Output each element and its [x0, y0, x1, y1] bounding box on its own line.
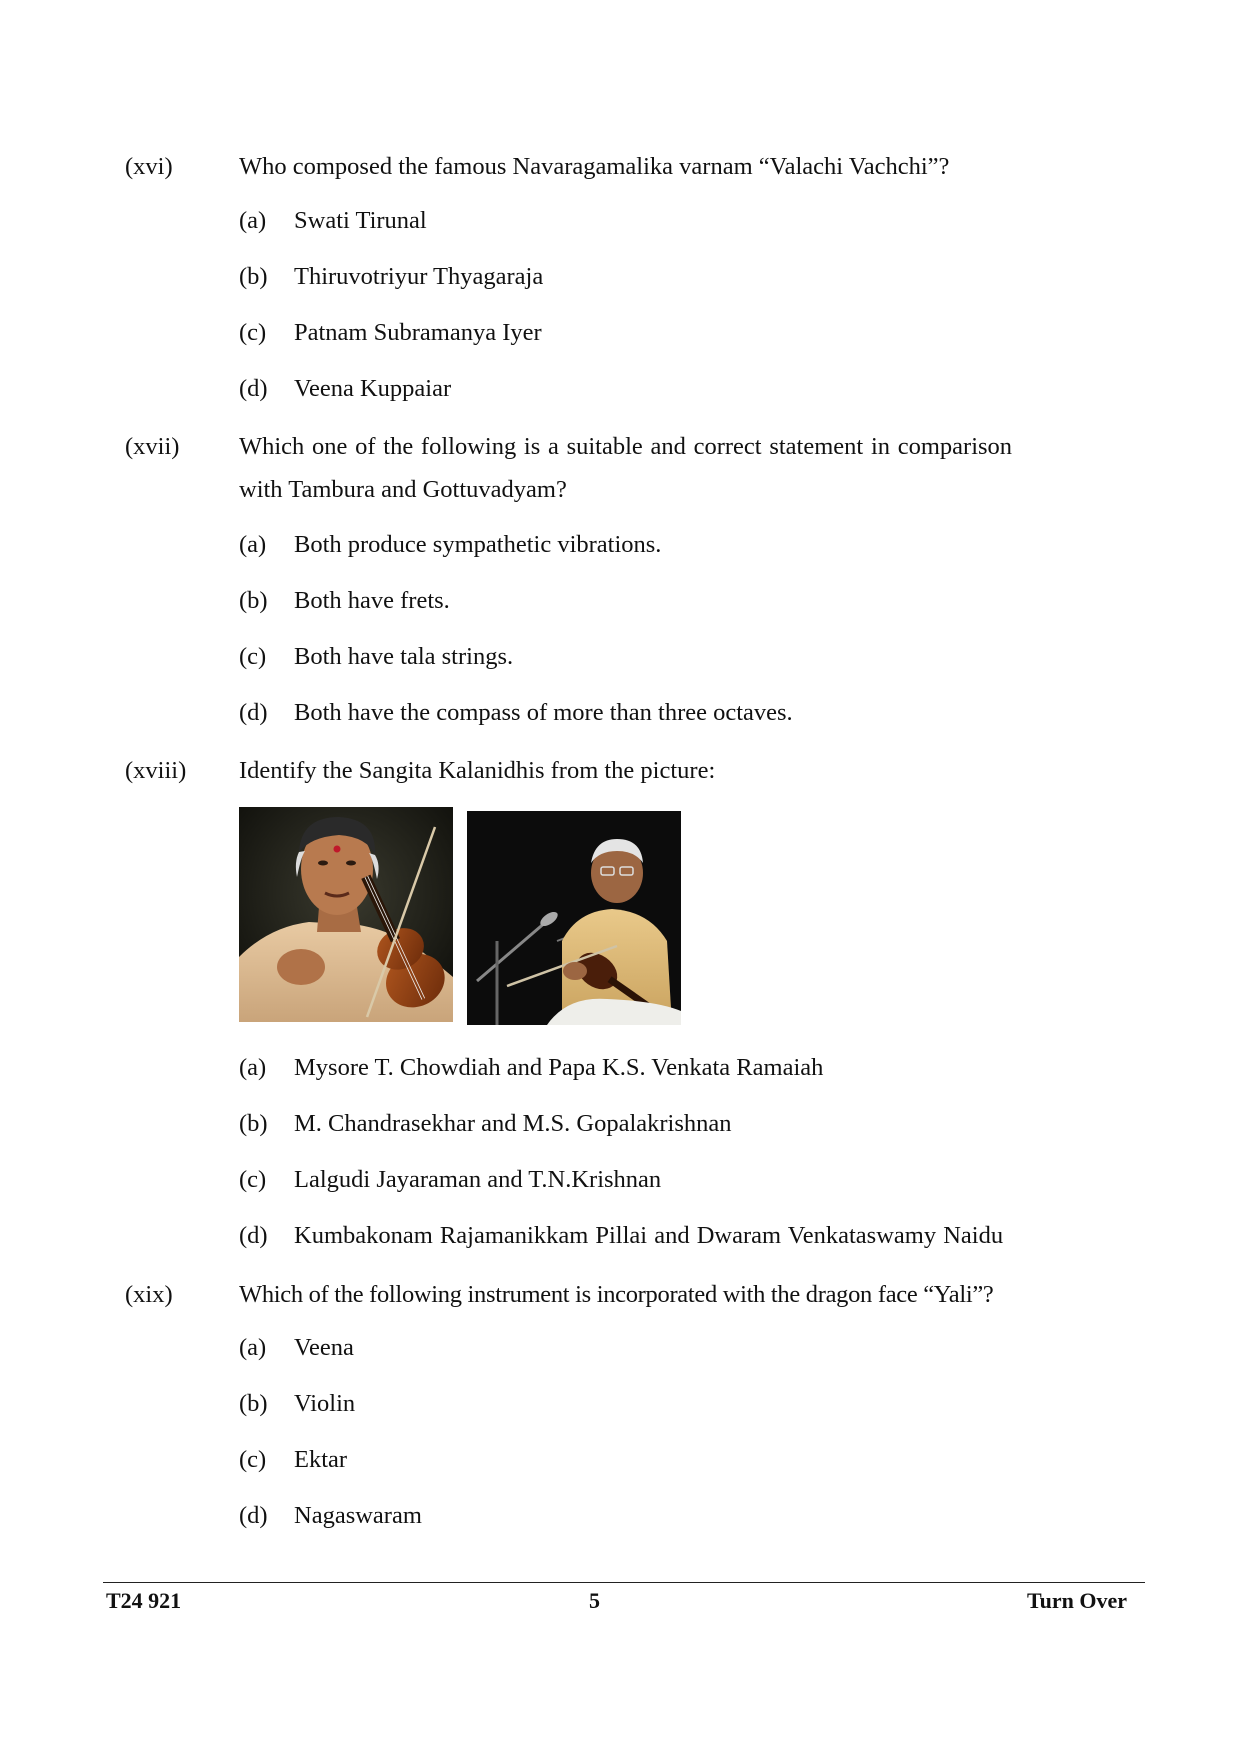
question-number: (xviii) [125, 757, 187, 784]
question-number: (xix) [125, 1281, 173, 1308]
option-text: Both have the compass of more than three octaves. [294, 699, 793, 726]
option-text: Swati Tirunal [294, 207, 427, 234]
option-d [239, 1501, 422, 1531]
option-letter: (b) [239, 1390, 268, 1417]
option-b [239, 586, 450, 616]
option-text: M. Chandrasekhar and M.S. Gopalakrishnan [294, 1110, 732, 1137]
page-number: 5 [589, 1588, 600, 1613]
option-d [239, 698, 793, 728]
option-a [239, 1053, 823, 1083]
option-letter: (a) [239, 1334, 267, 1361]
question-number: (xvii) [125, 433, 180, 460]
option-text: Veena Kuppaiar [294, 375, 452, 402]
option-letter: (b) [239, 587, 268, 614]
option-letter: (c) [239, 643, 267, 670]
footer-code: T24 921 [106, 1588, 182, 1613]
photo-violinist-2 [467, 811, 681, 1025]
option-text: Nagaswaram [294, 1502, 422, 1529]
question-text: Who composed the famous Navaragamalika varnam “Valachi Vachchi”? [239, 153, 950, 180]
footer-divider [103, 1582, 1145, 1583]
option-a [239, 206, 427, 236]
photo-violinist-1 [239, 807, 453, 1022]
option-letter: (d) [239, 1502, 268, 1529]
option-text: Veena [294, 1334, 354, 1361]
option-c [239, 318, 542, 348]
option-a [239, 530, 661, 560]
option-letter: (b) [239, 263, 268, 290]
option-c [239, 642, 513, 672]
option-d [239, 374, 451, 404]
option-text: Ektar [294, 1446, 348, 1473]
option-b [239, 1389, 355, 1419]
option-letter: (a) [239, 207, 267, 234]
option-letter: (d) [239, 375, 268, 402]
option-letter: (b) [239, 1110, 268, 1137]
option-b [239, 1109, 732, 1139]
question-number: (xvi) [125, 153, 173, 180]
option-letter: (c) [239, 1166, 267, 1193]
option-letter: (c) [239, 1446, 267, 1473]
option-text: Thiruvotriyur Thyagaraja [294, 263, 544, 290]
option-letter: (c) [239, 319, 267, 346]
option-text: Violin [294, 1390, 356, 1417]
option-text: Kumbakonam Rajamanikkam Pillai and Dwaram Venkataswamy Naidu [294, 1222, 1004, 1249]
option-text: Patnam Subramanya Iyer [294, 319, 542, 346]
option-d [239, 1221, 1003, 1251]
question-text-line2: with Tambura and Gottuvadyam? [239, 476, 567, 503]
question-text-line1: Which one of the following is a suitable and correct statement in comparison [239, 433, 1013, 460]
option-b [239, 262, 543, 292]
option-text: Both produce sympathetic vibrations. [294, 531, 662, 558]
option-a [239, 1333, 354, 1363]
option-text: Both have frets. [294, 587, 450, 614]
option-c [239, 1165, 661, 1195]
option-text: Both have tala strings. [294, 643, 514, 670]
option-letter: (a) [239, 1054, 267, 1081]
option-text: Lalgudi Jayaraman and T.N.Krishnan [294, 1166, 662, 1193]
option-letter: (a) [239, 531, 267, 558]
stage-violin-image [467, 811, 681, 1025]
option-letter: (d) [239, 699, 268, 726]
question-text: Identify the Sangita Kalanidhis from the picture: [239, 757, 716, 784]
question-text: Which of the following instrument is incorporated with the dragon face “Yali”? [239, 1281, 994, 1308]
turn-over-label: Turn Over [1027, 1588, 1128, 1613]
option-text: Mysore T. Chowdiah and Papa K.S. Venkata Ramaiah [294, 1054, 824, 1081]
option-letter: (d) [239, 1222, 268, 1249]
portrait-violin-image [239, 807, 453, 1022]
option-c [239, 1445, 347, 1475]
